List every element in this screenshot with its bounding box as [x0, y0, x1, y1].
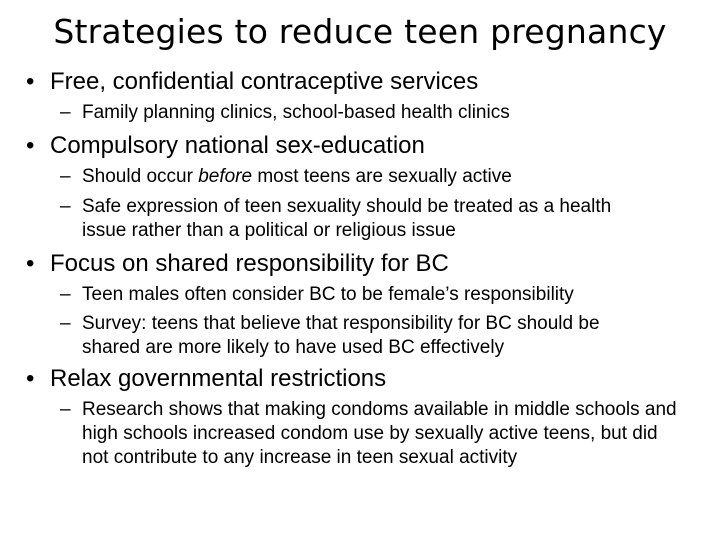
dash-icon: –	[60, 196, 71, 217]
sub-bullet-text: Family planning clinics, school-based health clinics	[82, 102, 510, 123]
sub-bullet	[60, 312, 660, 360]
bullet-text: Focus on shared responsibility for BC	[50, 250, 449, 277]
dash-icon: –	[60, 102, 71, 123]
bullet-icon: •	[26, 68, 35, 95]
sub-bullet	[60, 398, 678, 470]
bullet-icon: •	[26, 132, 35, 159]
bullet-point	[26, 365, 386, 393]
bullet-point	[26, 132, 425, 160]
emphasis-text: before	[198, 166, 253, 187]
sub-bullet	[60, 283, 700, 307]
bullet-text: Free, confidential contraceptive services	[50, 68, 479, 95]
dash-icon: –	[60, 399, 71, 420]
sub-bullet-text: Should occur before most teens are sexually active	[82, 166, 512, 187]
sub-bullet	[60, 101, 700, 125]
dash-icon: –	[60, 313, 71, 334]
sub-bullet	[60, 195, 640, 243]
dash-icon: –	[60, 166, 71, 187]
bullet-text: Relax governmental restrictions	[50, 365, 387, 392]
bullet-point	[26, 250, 449, 278]
sub-bullet-text: Research shows that making condoms available in middle schools and high schools increased condom use by sexually active teens, but did not contribute to any increase in teen sexual activity	[82, 399, 677, 468]
dash-icon: –	[60, 284, 71, 305]
sub-bullet	[60, 165, 700, 189]
bullet-icon: •	[26, 365, 35, 392]
slide-title: Strategies to reduce teen pregnancy	[53, 12, 667, 51]
bullet-point	[26, 68, 478, 96]
sub-bullet-text: Survey: teens that believe that responsibility for BC should be shared are more likely to have used BC effectively	[82, 313, 600, 358]
bullet-icon: •	[26, 250, 35, 277]
bullet-text: Compulsory national sex-education	[50, 132, 425, 159]
sub-bullet-text: Safe expression of teen sexuality should be treated as a health issue rather than a political or religious issue	[82, 196, 612, 241]
sub-bullet-text: Teen males often consider BC to be female’s responsibility	[82, 284, 574, 305]
